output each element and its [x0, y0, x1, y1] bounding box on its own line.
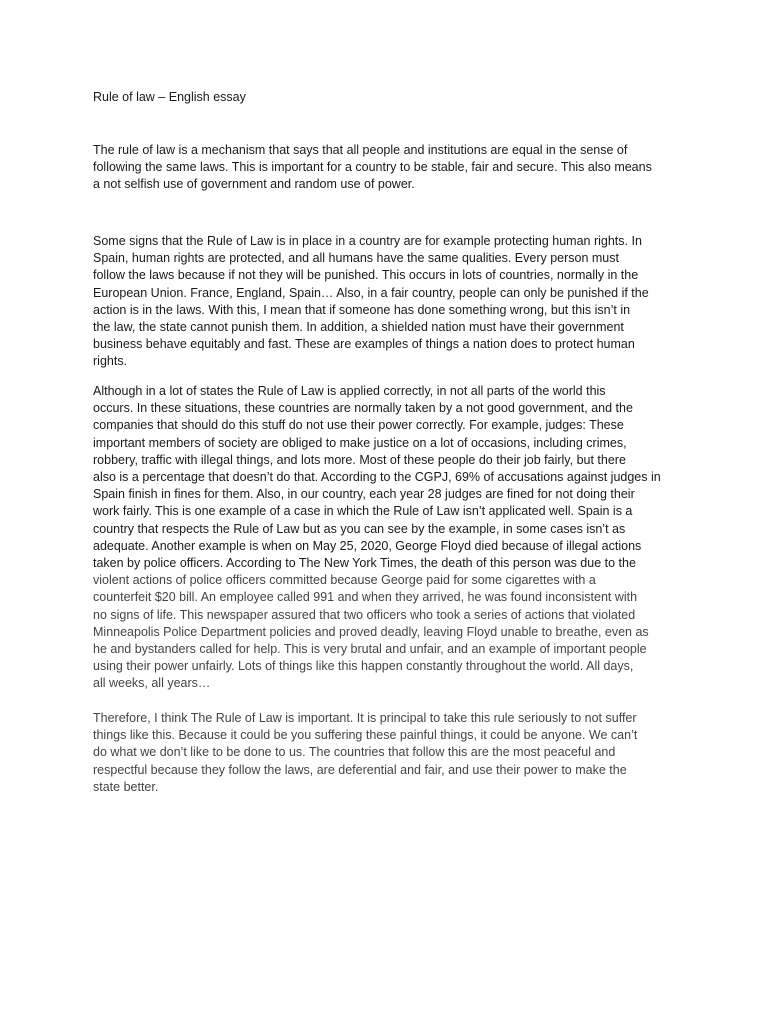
text-line: action is in the laws. With this, I mean that if someone has done something wrong, but this isn’t in	[93, 302, 631, 317]
text-line: companies that should do this stuff do not use their power correctly. For example, judges: These	[93, 418, 624, 433]
text-line: the law, the state cannot punish them. In addition, a shielded nation must have their government	[93, 320, 624, 335]
text-line: Spain, human rights are protected, and all humans have the same qualities. Every person must	[93, 251, 619, 266]
text-line: following the same laws. This is important for a country to be stable, fair and secure. This also means	[93, 160, 652, 175]
paragraph-signs	[93, 233, 693, 371]
text-line: a not selfish use of government and random use of power.	[93, 177, 415, 192]
paragraph-examples	[93, 383, 693, 693]
text-line: taken by police officers. According to The New York Times, the death of this person was due to the	[93, 556, 636, 571]
document-title: Rule of law – English essay	[93, 90, 246, 104]
text-line: follow the laws because if not they will be punished. This occurs in lots of countries, normally in the	[93, 268, 639, 283]
text-line: country that respects the Rule of Law but as you can see by the example, in some cases isn’t as	[93, 521, 626, 536]
text-line: violent actions of police officers committed because George paid for some cigarettes with a	[93, 573, 596, 588]
text-line: adequate. Another example is when on May 25, 2020, George Floyd died because of illegal actions	[93, 538, 642, 553]
text-line: rights.	[93, 354, 128, 369]
text-line: European Union. France, England, Spain… Also, in a fair country, people can only be punished if the	[93, 285, 649, 300]
text-line: state better.	[93, 779, 159, 794]
text-line: do what we don’t like to be done to us. The countries that follow this are the most peaceful and	[93, 745, 616, 760]
text-line: using their power unfairly. Lots of things like this happen constantly throughout the world. All days,	[93, 659, 634, 674]
text-line: also is a percentage that doesn’t do that. According to the CGPJ, 69% of accusations against judges in	[93, 470, 661, 485]
text-line: counterfeit $20 bill. An employee called 991 and when they arrived, he was found inconsistent with	[93, 590, 638, 605]
text-line: Therefore, I think The Rule of Law is important. It is principal to take this rule seriously to not suffer	[93, 711, 637, 725]
text-line: Although in a lot of states the Rule of Law is applied correctly, in not all parts of the world this	[93, 384, 606, 398]
text-line: Some signs that the Rule of Law is in place in a country are for example protecting human rights. In	[93, 234, 642, 248]
text-line: Minneapolis Police Department policies and proved deadly, leaving Floyd unable to breathe, even as	[93, 624, 649, 639]
text-line: no signs of life. This newspaper assured that two officers who took a series of actions that violated	[93, 607, 636, 622]
text-line: he and bystanders called for help. This is very brutal and unfair, and an example of important people	[93, 642, 647, 657]
text-line: The rule of law is a mechanism that says that all people and institutions are equal in the sense of	[93, 143, 628, 157]
text-line: robbery, traffic with illegal things, and lots more. Most of these people do their job fairly, but there	[93, 452, 626, 467]
text-line: work fairly. This is one example of a case in which the Rule of Law isn’t applicated well. Spain is a	[93, 504, 633, 519]
text-line: respectful because they follow the laws, are deferential and fair, and use their power to make the	[93, 762, 627, 777]
text-line: important members of society are obliged to make justice on a lot of occasions, including crimes,	[93, 435, 627, 450]
paragraph-intro	[93, 142, 693, 194]
text-line: business behave equitably and fast. These are examples of things a nation does to protect human	[93, 337, 635, 352]
text-line: all weeks, all years…	[93, 676, 211, 691]
paragraph-conclusion	[93, 710, 693, 796]
text-line: things like this. Because it could be you suffering these painful things, it could be anyone. We can’t	[93, 728, 638, 743]
text-line: occurs. In these situations, these countries are normally taken by a not good government, and the	[93, 401, 633, 416]
text-line: Spain finish in fines for them. Also, in our country, each year 28 judges are fined for not doing their	[93, 487, 635, 502]
